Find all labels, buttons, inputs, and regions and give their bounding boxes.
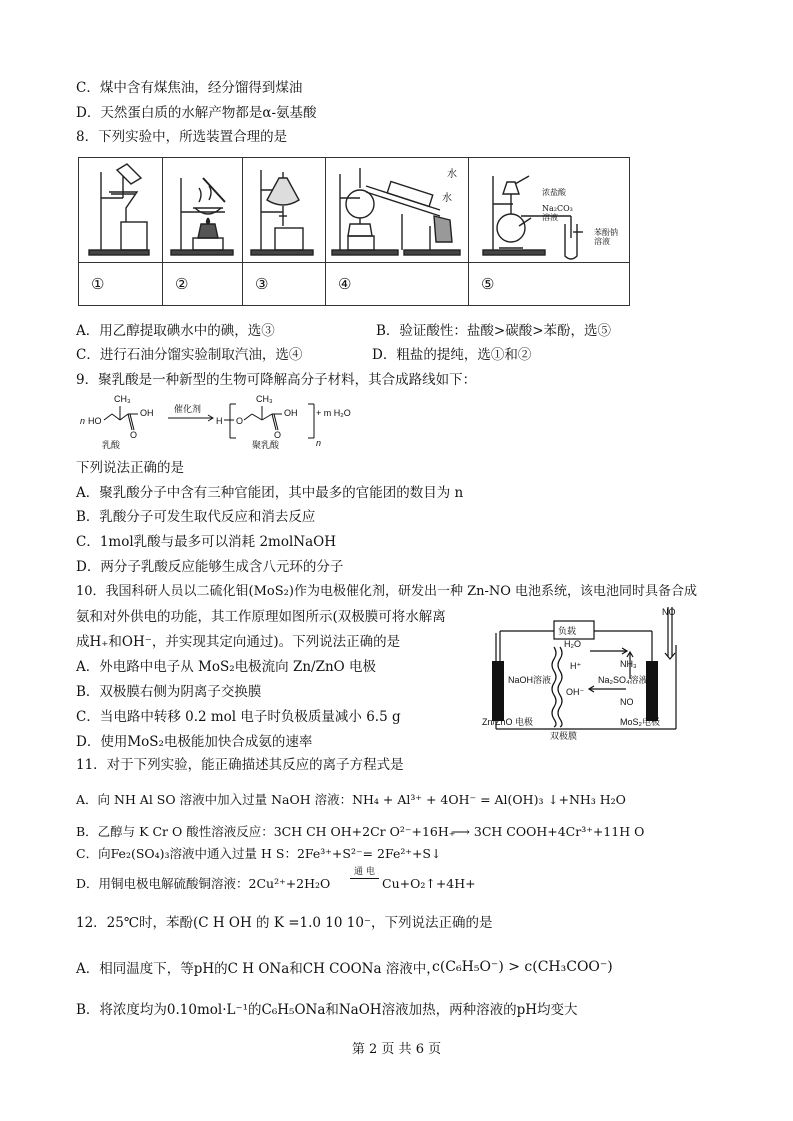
- q8-option-a: A．用乙醇提取碘水中的碘，选③: [76, 323, 275, 339]
- apparatus-label-1: ①: [79, 263, 163, 306]
- cell-ohminus-label: OH⁻: [566, 687, 585, 697]
- na2co3-label: Na₂CO₃: [542, 204, 573, 213]
- q7-option-d: D．天然蛋白质的水解产物都是α-氨基酸: [76, 105, 317, 121]
- q11-option-c: C．向Fe₂(SO₄)₃溶液中通入过量 H S：2Fe³⁺+S²⁻= 2Fe²⁺+S↓: [76, 846, 442, 861]
- cell-nh3-label: NH₃: [620, 659, 637, 669]
- q9-prompt: 下列说法正确的是: [76, 460, 184, 476]
- q12-stem: 12．25℃时，苯酚(C H OH 的 K =1.0 10 10⁻，下列说法正确的是: [76, 915, 493, 931]
- no-inlet-label: NO: [662, 607, 676, 617]
- q11-option-b-left: B．乙醇与 K Cr O 酸性溶液反应：3CH CH OH+2Cr O²⁻+16H₊: [76, 824, 456, 839]
- left-electrode-label: Zn/ZnO 电极: [482, 717, 534, 727]
- apparatus-1-filtration: [79, 158, 163, 263]
- right-electrode-label: MoS₂电极: [620, 717, 660, 727]
- scheme-ch3-a: CH₃: [114, 394, 131, 404]
- na2co3-solution-label: 溶液: [542, 213, 558, 222]
- apparatus-2-evaporation: [163, 158, 243, 263]
- scheme-ho: HO: [88, 416, 102, 426]
- q11-option-b-right: ⟶ 3CH COOH+4Cr³⁺+11H O: [452, 824, 645, 839]
- q9-stem: 9．聚乳酸是一种新型的生物可降解高分子材料，其合成路线如下：: [76, 372, 477, 388]
- zn-no-battery-diagram: [480, 603, 712, 743]
- cell-hplus-label: H⁺: [570, 661, 582, 671]
- q11-option-d-condition: 通 电: [350, 866, 379, 879]
- load-label: 负载: [558, 626, 577, 636]
- q9-option-d: D．两分子乳酸反应能够生成含八元环的分子: [76, 559, 344, 575]
- na2so4-solution-label: Na₂SO₄溶液: [598, 675, 648, 685]
- q8-stem: 8．下列实验中，所选装置合理的是: [76, 129, 288, 145]
- lactic-acid-reaction-scheme: [76, 394, 351, 452]
- cell-h2o-label: H₂O: [564, 639, 581, 649]
- apparatus-label-5: ⑤: [469, 263, 630, 306]
- scheme-oh-a: OH: [140, 408, 154, 418]
- q10-option-b: B．双极膜右侧为阴离子交换膜: [76, 684, 262, 700]
- apparatus-3-separatory-funnel: [243, 158, 326, 263]
- phenoxide-solution-label: 溶液: [594, 237, 610, 246]
- scheme-ch3-b: CH₃: [256, 394, 273, 404]
- scheme-o-b2: O: [274, 430, 282, 440]
- water-label-2: 水: [442, 193, 452, 204]
- q7-option-c: C．煤中含有煤焦油，经分馏得到煤油: [76, 80, 303, 96]
- phenoxide-label: 苯酚钠: [594, 228, 618, 237]
- q8-option-b: B．验证酸性：盐酸>碳酸>苯酚，选⑤: [376, 323, 612, 339]
- apparatus-label-3: ③: [243, 263, 326, 306]
- q11-option-d-right: Cu+O₂↑+4H+: [382, 876, 476, 891]
- q10-option-c: C．当电路中转移 0.2 mol 电子时负极质量减小 6.5 g: [76, 709, 401, 725]
- scheme-h: H: [216, 416, 223, 426]
- water-label-1: 水: [447, 169, 457, 180]
- q8-option-d: D．粗盐的提纯，选①和②: [372, 347, 532, 363]
- scheme-subscript-n: n: [316, 438, 322, 448]
- q11-option-a-left: A．向 NH Al SO 溶液中加入过量 NaOH 溶液：NH₄ + Al³⁺ + 4OH⁻ = Al(OH)₃: [76, 792, 544, 807]
- q12-option-b: B．将浓度均为0.10mol·L⁻¹的C₆H₅ONa和NaOH溶液加热，两种溶液的pH均变大: [76, 1002, 578, 1018]
- q10-stem-line3: 成H₊和OH⁻，并实现其定向通过)。下列说法正确的是: [76, 634, 401, 650]
- q12-option-a-left: A．相同温度下，等pH的C H ONa和CH COONa 溶液中，: [76, 961, 440, 977]
- scheme-catalyst: 催化剂: [174, 404, 202, 414]
- scheme-oh-b: OH: [284, 408, 298, 418]
- q12-option-a-right: c(C₆H₅O⁻) > c(CH₃COO⁻): [432, 959, 613, 975]
- scheme-o-a: O: [130, 430, 138, 440]
- scheme-lactic-acid: 乳酸: [102, 440, 121, 450]
- q8-option-c: C．进行石油分馏实验制取汽油，选④: [76, 347, 303, 363]
- scheme-n: n: [80, 416, 86, 426]
- q9-option-b: B．乳酸分子可发生取代反应和消去反应: [76, 509, 316, 525]
- membrane-label: 双极膜: [550, 731, 578, 741]
- cell-no-label: NO: [620, 697, 634, 707]
- apparatus-label-2: ②: [163, 263, 243, 306]
- apparatus-label-4: ④: [326, 263, 469, 306]
- q11-stem: 11．对于下列实验，能正确描述其反应的离子方程式是: [76, 757, 404, 773]
- q10-option-d: D．使用MoS₂电极能加快合成氨的速率: [76, 734, 313, 750]
- q10-stem-line2: 氨和对外供电的功能，其工作原理如图所示(双极膜可将水解离: [76, 609, 446, 625]
- scheme-o-b: O: [236, 416, 244, 426]
- page-footer: 第 2 页 共 6 页: [351, 1042, 442, 1057]
- q9-option-c: C．1mol乳酸与最多可以消耗 2molNaOH: [76, 534, 336, 550]
- scheme-pla: 聚乳酸: [252, 440, 280, 450]
- q11-option-a-right: ↓+NH₃ H₂O: [548, 792, 626, 807]
- q10-stem-line1: 10．我国科研人员以二硫化钼(MoS₂)作为电极催化剂，研发出一种 Zn-NO 电池系统，该电池同时具备合成: [76, 584, 698, 599]
- conc-hcl-label: 浓盐酸: [542, 188, 566, 197]
- q10-option-a: A．外电路中电子从 MoS₂电极流向 Zn/ZnO 电极: [76, 659, 376, 675]
- apparatus-table: [78, 157, 630, 306]
- scheme-water: + m H₂O: [316, 408, 351, 418]
- naoh-solution-label: NaOH溶液: [508, 675, 552, 685]
- q9-option-a: A．聚乳酸分子中含有三种官能团，其中最多的官能团的数目为 n: [76, 485, 464, 501]
- q11-option-d-left: D．用铜电极电解硫酸铜溶液：2Cu²⁺+2H₂O: [76, 876, 331, 891]
